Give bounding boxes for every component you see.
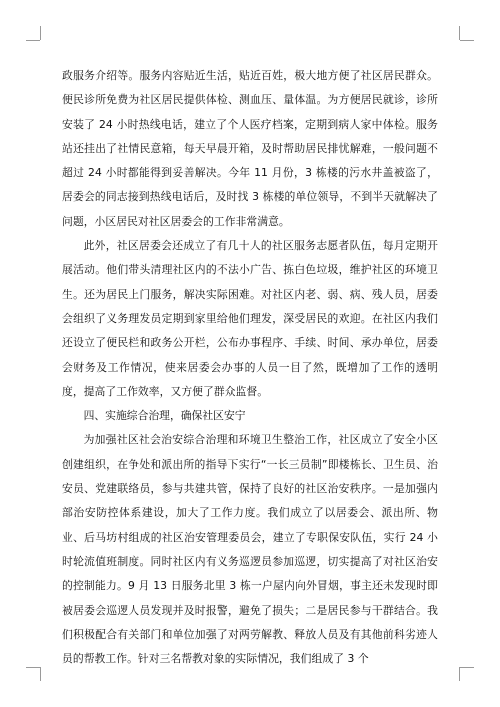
paragraph-security: 为加强社区社会治安综合治理和环境卫生整治工作，社区成立了安全小区创建组织，在争处和派出所的指导下实行“一长三员制”即楼栋长、卫生员、治安员、党建联络员，参与共建共管，保持了良好的社区治安秩序。一是加强内部治安防控体系建设，加大了工作力度。我们成立了以居委会、派出所、物业、后马坊村组成的社区治安管理委员会，建立了专职保安队伍，实行 24 小时轮流值班制度。同时社区内有义务巡逻员参加巡逻，切实提高了对社区治安的控制能力。9 月 13 日服务北里 3 栋一户屋内向外冒烟，事主还未发现时即被居委会巡逻人员发现并及时报警，避免了损失；二是居民参与干群结合。我们积极配合有关部门和单位加强了对两劳解教、释放人员及有其他前科劣迹人员的帮教工作。针对三名帮教对象的实际情况，我们组成了 3 个 [62, 433, 438, 666]
crop-mark-bottom-left-vertical [40, 667, 41, 681]
section-heading: 四、实施综合治理，确保社区安宁 [83, 409, 246, 423]
crop-mark-top-left-horizontal [26, 40, 40, 41]
crop-mark-bottom-right-vertical [459, 667, 460, 681]
crop-mark-top-right-vertical [459, 26, 460, 40]
paragraph-volunteers: 此外，社区居委会还成立了有几十人的社区服务志愿者队伍，每月定期开展活动。他们带头清理社区内的不法小广告、拣白色垃圾，维护社区的环境卫生。还为居民上门服务，解决实际困难。对社区内老、弱、病、残人员，居委会组织了义务理发员定期到家里给他们理发，深受居民的欢迎。在社区内我们还设立了便民栏和政务公开栏，公布办事程序、手续、时间、承办单位，居委会财务及工作情况，使来居委会办事的人员一目了然，既增加了工作的透明度，提高了工作效率，又方便了群众监督。 [62, 239, 438, 398]
paragraph-services: 政服务介绍等。服务内容贴近生活，贴近百姓，极大地方便了社区居民群众。便民诊所免费为社区居民提供体检、测血压、量体温。为方便居民就诊，诊所安装了 24 小时热线电话，建立了个人医疗档案，定期到病人家中体检。服务站还挂出了社情民意箱，每天早晨开箱，及时帮助居民排忧解难，一般问题不超过 24 小时都能得到妥善解决。今年 11 月份，3 栋楼的污水井盖被盗了，居委会的同志接到热线电话后，及时找 3 栋楼的单位领导，不到半天就解决了问题，小区居民对社区居委会的工作非常满意。 [62, 69, 438, 228]
crop-mark-bottom-right-horizontal [460, 667, 474, 668]
crop-mark-top-right-horizontal [460, 40, 474, 41]
crop-mark-bottom-left-horizontal [26, 667, 40, 668]
crop-mark-top-left-vertical [40, 26, 41, 40]
document-body [62, 64, 438, 671]
